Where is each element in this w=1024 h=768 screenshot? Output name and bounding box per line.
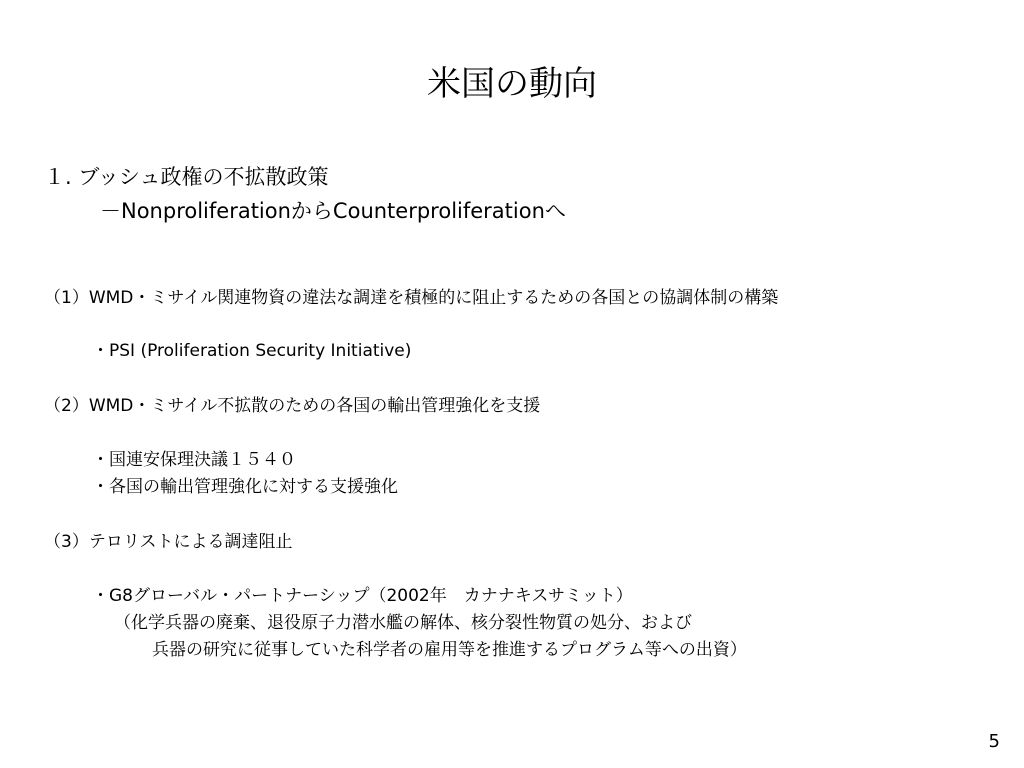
policy-subheading: －NonproliferationからCounterproliferationへ bbox=[100, 199, 566, 223]
section-1-item-psi: ・PSI (Proliferation Security Initiative) bbox=[92, 341, 412, 361]
section-3-item-g8: ・G8グローバル・パートナーシップ（2002年 カナナキスサミット） bbox=[92, 586, 633, 606]
section-3-item-detail-2: 兵器の研究に従事していた科学者の雇用等を推進するプログラム等への出資） bbox=[152, 640, 747, 660]
page-number: 5 bbox=[988, 731, 1000, 752]
section-1-label: （1）WMD・ミサイル関連物資の違法な調達を積極的に阻止するための各国との協調体制の構築 bbox=[44, 288, 779, 308]
slide-title: 米国の動向 bbox=[427, 64, 597, 104]
section-3-label: （3）テロリストによる調達阻止 bbox=[44, 532, 293, 552]
policy-heading: １. ブッシュ政権の不拡散政策 bbox=[44, 165, 329, 189]
section-2-item-support: ・各国の輸出管理強化に対する支援強化 bbox=[92, 477, 398, 497]
section-3-item-detail-1: （化学兵器の廃棄、退役原子力潜水艦の解体、核分裂性物質の処分、および bbox=[114, 613, 692, 633]
section-2-item-resolution: ・国連安保理決議１５４０ bbox=[92, 450, 296, 470]
section-2-label: （2）WMD・ミサイル不拡散のための各国の輸出管理強化を支援 bbox=[44, 396, 541, 416]
